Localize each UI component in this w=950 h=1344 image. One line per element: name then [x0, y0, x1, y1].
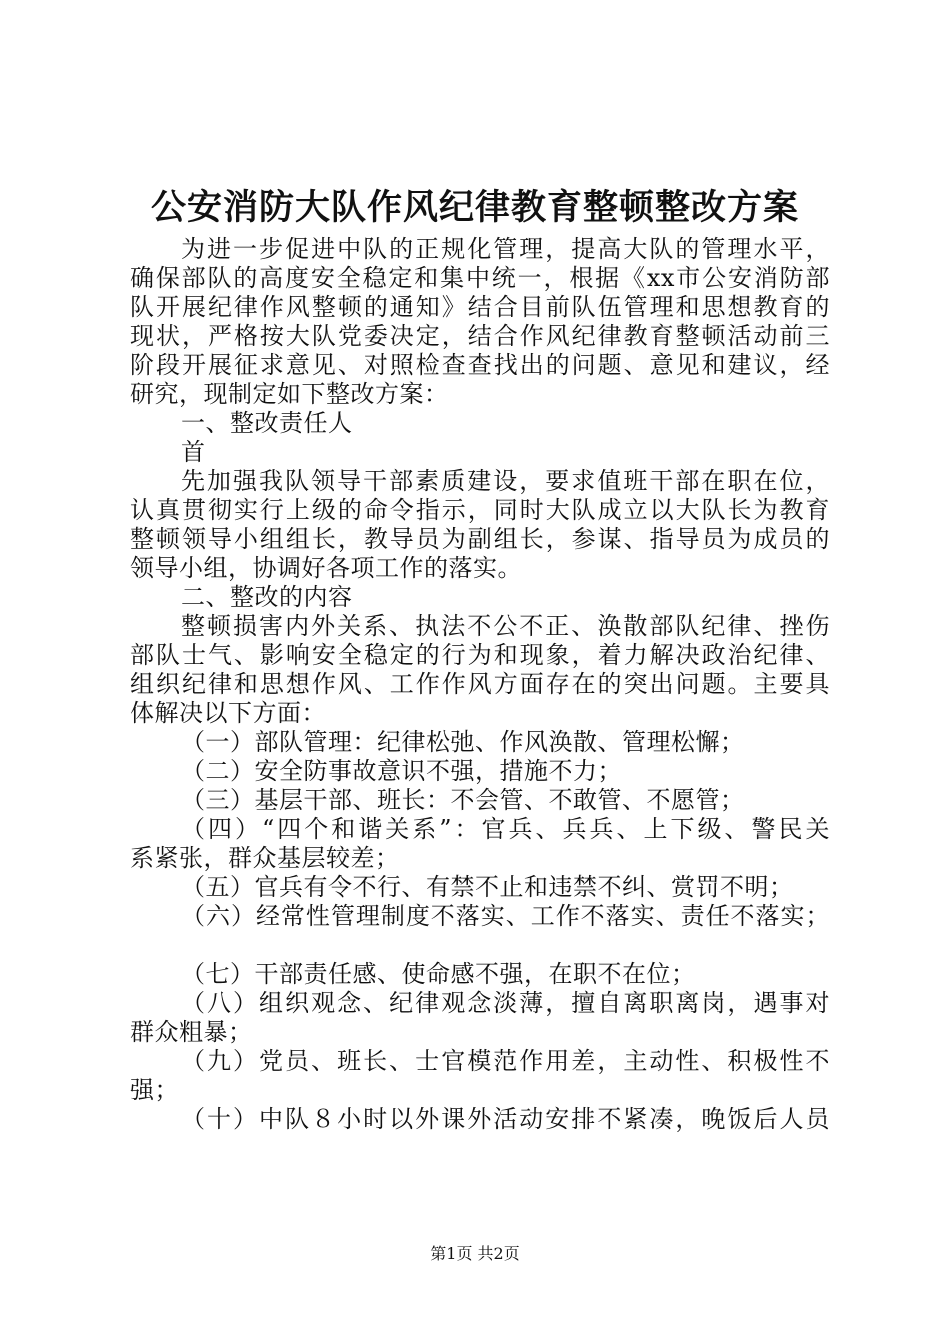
- paragraph-line: 组织纪律和思想作风、工作作风方面存在的突出问题。主要具: [130, 670, 830, 698]
- paragraph-line: 部队士气、影响安全稳定的行为和现象，着力解决政治纪律、: [130, 641, 830, 669]
- paragraph-line: （五）官兵有令不行、有禁不止和违禁不纠、赏罚不明；: [181, 873, 794, 901]
- document-title: 公安消防大队作风纪律教育整顿整改方案: [150, 187, 799, 228]
- paragraph-line: （六）经常性管理制度不落实、工作不落实、责任不落实；: [181, 902, 830, 930]
- paragraph-line: （七）干部责任感、使命感不强，在职不在位；: [181, 960, 696, 988]
- paragraph-line: （二）安全防事故意识不强，措施不力；: [181, 757, 622, 785]
- paragraph-line: 先加强我队领导干部素质建设，要求值班干部在职在位，: [181, 467, 830, 495]
- paragraph-line: 系紧张，群众基层较差；: [130, 844, 400, 872]
- paragraph-line: 整顿领导小组组长，教导员为副组长，参谋、指导员为成员的: [130, 525, 830, 553]
- paragraph-line: 认真贯彻实行上级的命令指示，同时大队成立以大队长为教育: [130, 496, 830, 524]
- paragraph-line: （八）组织观念、纪律观念淡薄，擅自离职离岗，遇事对: [181, 989, 830, 1017]
- page-footer: 第1页 共2页: [430, 1244, 520, 1263]
- paragraph-line: 现状，严格按大队党委决定，结合作风纪律教育整顿活动前三: [130, 322, 830, 350]
- paragraph-line: 体解决以下方面：: [130, 699, 326, 727]
- paragraph-line: 一、整改责任人: [181, 409, 353, 437]
- paragraph-line: 确保部队的高度安全稳定和集中统一，根据《xx市公安消防部: [130, 264, 830, 292]
- blank-line: [130, 931, 830, 960]
- paragraph-line: 强；: [130, 1076, 179, 1104]
- paragraph-line: 阶段开展征求意见、对照检查查找出的问题、意见和建议，经: [130, 351, 830, 379]
- paragraph-line: （一）部队管理：纪律松弛、作风涣散、管理松懈；: [181, 728, 745, 756]
- paragraph-line: （四）“四个和谐关系”：官兵、兵兵、上下级、警民关: [181, 815, 830, 843]
- paragraph-line: 二、整改的内容: [181, 583, 353, 611]
- paragraph-line: 群众粗暴；: [130, 1018, 253, 1046]
- paragraph-line: （九）党员、班长、士官模范作用差，主动性、积极性不: [181, 1047, 830, 1075]
- paragraph-line: 研究，现制定如下整改方案：: [130, 380, 449, 408]
- paragraph-line: （三）基层干部、班长：不会管、不敢管、不愿管；: [181, 786, 745, 814]
- paragraph-line: 整顿损害内外关系、执法不公不正、涣散部队纪律、挫伤: [181, 612, 830, 640]
- document-body: [130, 235, 830, 1134]
- paragraph-line: 为进一步促进中队的正规化管理，提高大队的管理水平，: [181, 235, 830, 263]
- paragraph-line: （十）中队８小时以外课外活动安排不紧凑，晚饭后人员: [181, 1105, 830, 1133]
- paragraph-line: 首: [181, 438, 206, 466]
- paragraph-line: 领导小组，协调好各项工作的落实。: [130, 554, 522, 582]
- paragraph-line: 队开展纪律作风整顿的通知》结合目前队伍管理和思想教育的: [130, 293, 830, 321]
